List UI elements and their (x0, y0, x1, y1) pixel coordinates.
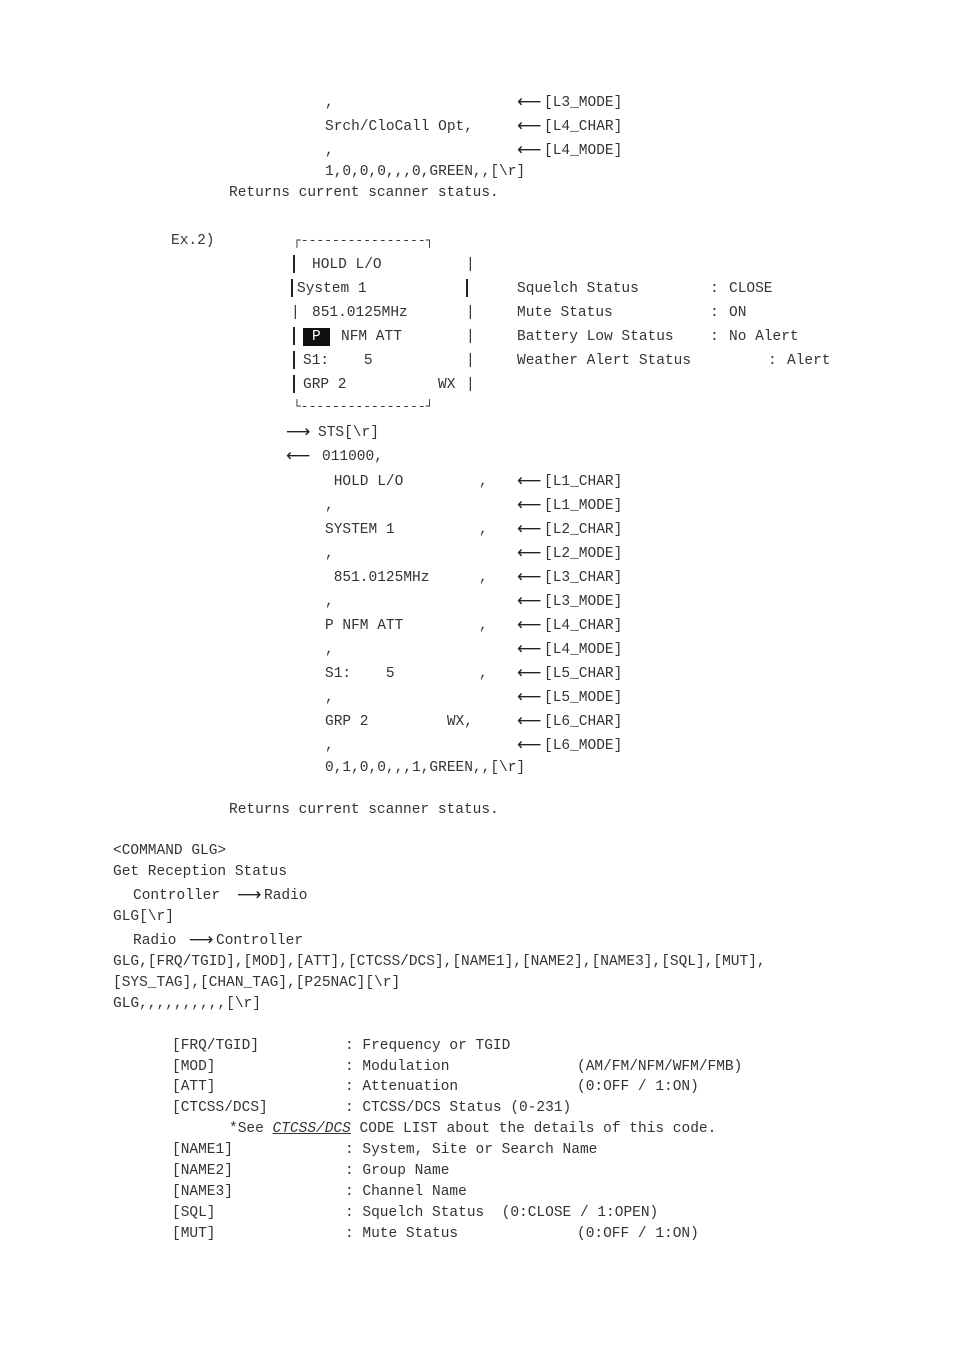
right-arrow-icon: ⟶ (189, 930, 214, 950)
left-arrow-icon: ⟵ (517, 140, 542, 160)
status-name: Squelch Status (517, 281, 639, 297)
param-key: [ATT] (172, 1079, 216, 1095)
row-tag: [L2_MODE] (544, 546, 623, 562)
lcd-right-thin: | (466, 353, 475, 369)
lcd-left-bar (293, 375, 295, 393)
row-text: P NFM ATT (325, 618, 404, 634)
param-key: [CTCSS/DCS] (172, 1100, 268, 1116)
left-arrow-icon: ⟵ (517, 519, 542, 539)
glg-ctrl-to: Radio (264, 888, 308, 904)
param-extra: (0:OFF / 1:ON) (577, 1226, 699, 1242)
lcd-line-2: 851.0125MHz (312, 305, 408, 321)
status-sep: : (768, 353, 777, 369)
lcd-line-4: S1: 5 (303, 353, 373, 369)
lcd-inverse-p: P (303, 328, 330, 346)
row-tag: [L6_CHAR] (544, 714, 623, 730)
left-arrow-icon: ⟵ (517, 543, 542, 563)
glg-heading: <COMMAND GLG> (113, 843, 227, 859)
param-key: [MOD] (172, 1059, 216, 1075)
ex2-recv: 011000, (322, 449, 383, 465)
left-arrow-icon: ⟵ (286, 446, 311, 466)
lcd-line-6: WX (438, 377, 456, 393)
left-arrow-icon: ⟵ (517, 495, 542, 515)
ex1-row-1-tag: [L4_CHAR] (544, 119, 623, 135)
row-text: GRP 2 WX, (325, 714, 473, 730)
ex1-row-2-tag: [L4_MODE] (544, 143, 623, 159)
left-arrow-icon: ⟵ (517, 567, 542, 587)
lcd-left-bar (293, 351, 295, 369)
left-arrow-icon: ⟵ (517, 687, 542, 707)
glg-ctrl-from: Controller (133, 888, 221, 904)
param-desc: : CTCSS/DCS Status (0-231) (345, 1100, 572, 1116)
lcd-box-top: ┌----------------┐ (293, 233, 434, 248)
lcd-right-bar (466, 279, 468, 297)
status-value: ON (729, 305, 747, 321)
row-text: , (325, 498, 334, 514)
param-desc: : Modulation (345, 1059, 450, 1075)
lcd-line-1: System 1 (297, 281, 367, 297)
param-desc: : Group Name (345, 1163, 450, 1179)
status-sep: : (710, 329, 719, 345)
row-text: HOLD L/O (325, 474, 404, 490)
status-value: No Alert (729, 329, 799, 345)
ex1-row-0-tag: [L3_MODE] (544, 95, 623, 111)
row-comma: , (479, 522, 488, 538)
glg-title: Get Reception Status (113, 864, 288, 880)
param-extra: (AM/FM/NFM/WFM/FMB) (577, 1059, 743, 1075)
param-key: [NAME3] (172, 1184, 233, 1200)
row-text: 851.0125MHz (325, 570, 430, 586)
left-arrow-icon: ⟵ (517, 663, 542, 683)
row-comma: , (479, 570, 488, 586)
lcd-line-5: GRP 2 (303, 377, 347, 393)
param-key: [NAME2] (172, 1163, 233, 1179)
right-arrow-icon: ⟶ (286, 422, 311, 442)
row-comma: , (479, 618, 488, 634)
lcd-right-thin: | (466, 329, 475, 345)
param-key: [NAME1] (172, 1142, 233, 1158)
ex1-row-1-text: Srch/CloCall Opt, (325, 119, 473, 135)
glg-radio-to: Controller (216, 933, 304, 949)
row-tag: [L1_CHAR] (544, 474, 623, 490)
ex2-tail-line: 0,1,0,0,,,1,GREEN,,[\r] (325, 760, 526, 776)
row-tag: [L3_CHAR] (544, 570, 623, 586)
lcd-right-thin: | (466, 257, 475, 273)
row-text: , (325, 738, 334, 754)
row-text: S1: 5 (325, 666, 395, 682)
status-name: Weather Alert Status (517, 353, 692, 369)
lcd-left-bar (291, 279, 293, 297)
lcd-right-thin: | (466, 305, 475, 321)
param-desc: : Attenuation (345, 1079, 459, 1095)
left-arrow-icon: ⟵ (517, 116, 542, 136)
row-tag: [L6_MODE] (544, 738, 623, 754)
lcd-right-thin: | (466, 377, 475, 393)
ex1-row-2-text: , (325, 143, 334, 159)
param-extra: (0:OFF / 1:ON) (577, 1079, 699, 1095)
note-suffix: CODE LIST about the details of this code. (350, 1121, 717, 1137)
param-desc: : System, Site or Search Name (345, 1142, 598, 1158)
row-text: , (325, 690, 334, 706)
lcd-line-3: NFM ATT (341, 329, 402, 345)
ctcss-note (229, 1120, 716, 1138)
param-key: [SQL] (172, 1205, 216, 1221)
param-desc: : Frequency or TGID (345, 1038, 511, 1054)
row-text: , (325, 594, 334, 610)
param-desc: : Mute Status (345, 1226, 459, 1242)
row-comma: , (479, 666, 488, 682)
status-name: Battery Low Status (517, 329, 674, 345)
row-tag: [L4_MODE] (544, 642, 623, 658)
row-text: , (325, 546, 334, 562)
lcd-left-bar (293, 255, 295, 273)
row-text: , (325, 642, 334, 658)
left-arrow-icon: ⟵ (517, 615, 542, 635)
row-text: SYSTEM 1 (325, 522, 395, 538)
left-arrow-icon: ⟵ (517, 591, 542, 611)
row-tag: [L5_MODE] (544, 690, 623, 706)
note-prefix: *See (229, 1121, 273, 1137)
left-arrow-icon: ⟵ (517, 639, 542, 659)
ex1-returns: Returns current scanner status. (229, 185, 499, 201)
glg-resp-line1: GLG,[FRQ/TGID],[MOD],[ATT],[CTCSS/DCS],[NAME1],[NAME2],[NAME3],[SQL],[MUT], (113, 954, 766, 970)
left-arrow-icon: ⟵ (517, 92, 542, 112)
left-arrow-icon: ⟵ (517, 711, 542, 731)
glg-radio-from: Radio (133, 933, 177, 949)
status-name: Mute Status (517, 305, 613, 321)
status-value: Alert (787, 353, 831, 369)
row-tag: [L2_CHAR] (544, 522, 623, 538)
glg-cmd: GLG[\r] (113, 909, 174, 925)
left-arrow-icon: ⟵ (517, 471, 542, 491)
row-tag: [L4_CHAR] (544, 618, 623, 634)
ctcss-dcs-link[interactable]: CTCSS/DCS (272, 1121, 351, 1137)
param-desc: : Squelch Status (0:CLOSE / 1:OPEN) (345, 1205, 659, 1221)
param-key: [FRQ/TGID] (172, 1038, 260, 1054)
row-tag: [L5_CHAR] (544, 666, 623, 682)
row-tag: [L1_MODE] (544, 498, 623, 514)
glg-resp-empty: GLG,,,,,,,,,,[\r] (113, 996, 261, 1012)
ex2-send: STS[\r] (318, 425, 379, 441)
status-value: CLOSE (729, 281, 773, 297)
lcd-line-0: HOLD L/O (312, 257, 382, 273)
lcd-left-thin: | (291, 305, 300, 321)
param-key: [MUT] (172, 1226, 216, 1242)
ex1-row-0-text: , (325, 95, 334, 111)
param-desc: : Channel Name (345, 1184, 467, 1200)
ex2-returns: Returns current scanner status. (229, 802, 499, 818)
status-sep: : (710, 305, 719, 321)
lcd-left-bar (293, 327, 295, 345)
row-comma: , (479, 474, 488, 490)
row-tag: [L3_MODE] (544, 594, 623, 610)
ex2-label: Ex.2) (171, 233, 215, 249)
lcd-box-bottom: └----------------┘ (293, 399, 434, 414)
left-arrow-icon: ⟵ (517, 735, 542, 755)
right-arrow-icon: ⟶ (237, 885, 262, 905)
ex1-tail-line: 1,0,0,0,,,0,GREEN,,[\r] (325, 164, 526, 180)
status-sep: : (710, 281, 719, 297)
glg-resp-line2: [SYS_TAG],[CHAN_TAG],[P25NAC][\r] (113, 975, 401, 991)
